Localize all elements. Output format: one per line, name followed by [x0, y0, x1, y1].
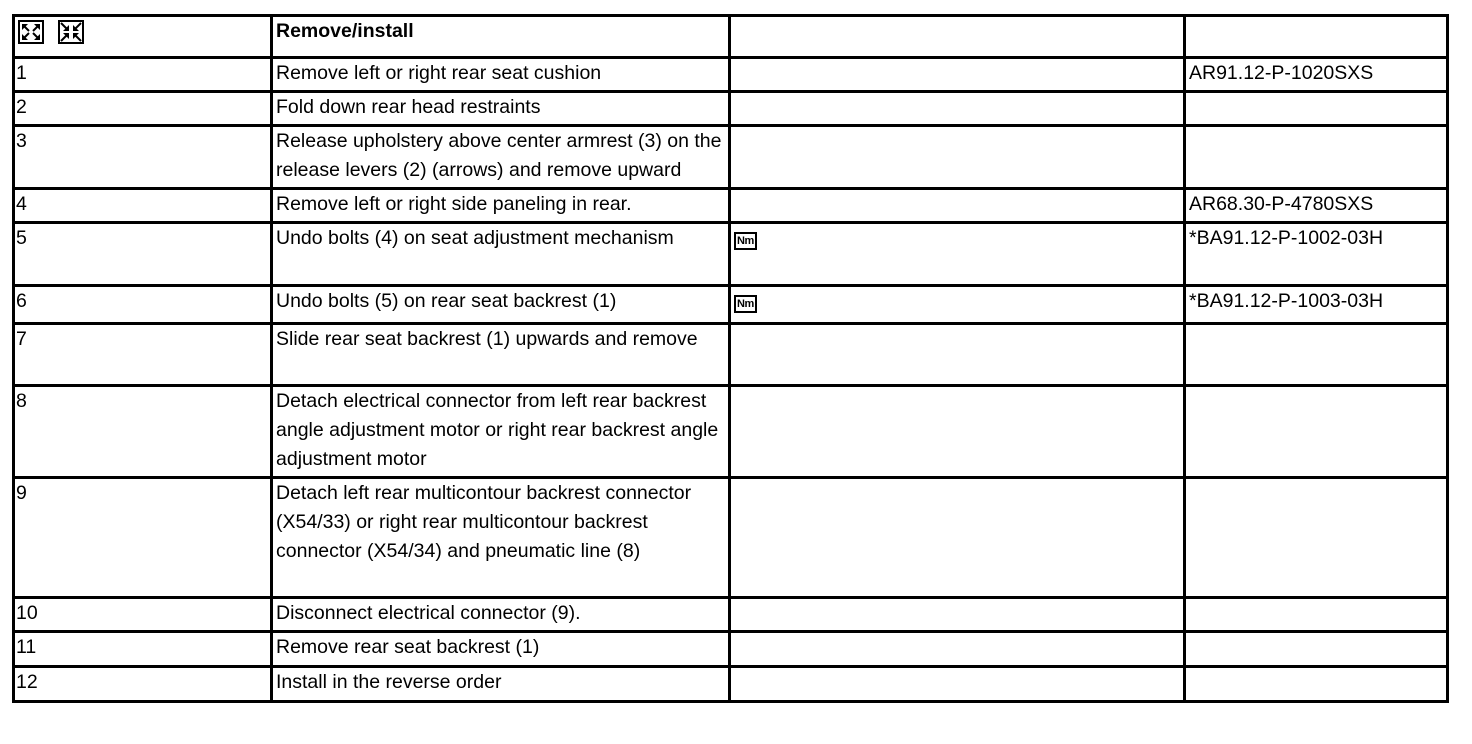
- step-number: 10: [14, 598, 272, 632]
- table-row: [14, 324, 1448, 386]
- step-torque-cell: [730, 223, 1185, 286]
- header-empty-cell: [1185, 16, 1448, 58]
- step-instruction: Remove left or right rear seat cushion: [272, 58, 730, 92]
- table-row: [14, 632, 1448, 667]
- step-reference-link[interactable]: AR91.12-P-1020SXS: [1185, 58, 1448, 92]
- step-reference-link: [1185, 478, 1448, 598]
- step-reference-link: [1185, 324, 1448, 386]
- step-instruction: Disconnect electrical connector (9).: [272, 598, 730, 632]
- table-row: [14, 667, 1448, 702]
- step-torque-cell: [730, 324, 1185, 386]
- step-instruction: Undo bolts (4) on seat adjustment mechanism: [272, 223, 730, 286]
- step-instruction: Remove left or right side paneling in rear.: [272, 189, 730, 223]
- procedure-table: [12, 14, 1449, 703]
- table-row: [14, 92, 1448, 126]
- step-reference-link[interactable]: AR68.30-P-4780SXS: [1185, 189, 1448, 223]
- header-icons-cell: [14, 16, 272, 58]
- step-reference-link: [1185, 92, 1448, 126]
- step-torque-cell: [730, 92, 1185, 126]
- step-number: 12: [14, 667, 272, 702]
- step-torque-cell: [730, 386, 1185, 478]
- header-title: Remove/install: [272, 16, 730, 58]
- step-number: 9: [14, 478, 272, 598]
- step-torque-cell: [730, 667, 1185, 702]
- step-instruction: Install in the reverse order: [272, 667, 730, 702]
- step-instruction: Fold down rear head restraints: [272, 92, 730, 126]
- header-empty-cell: [730, 16, 1185, 58]
- step-torque-cell: [730, 286, 1185, 324]
- expand-all-icon[interactable]: [18, 20, 44, 44]
- step-number: 11: [14, 632, 272, 667]
- step-reference-link[interactable]: *BA91.12-P-1002-03H: [1185, 223, 1448, 286]
- table-row: [14, 223, 1448, 286]
- step-torque-cell: [730, 126, 1185, 189]
- step-reference-link[interactable]: *BA91.12-P-1003-03H: [1185, 286, 1448, 324]
- step-instruction: Release upholstery above center armrest (3) on the release levers (2) (arrows) and remove upward: [272, 126, 730, 189]
- table-row: [14, 598, 1448, 632]
- header-row: [14, 16, 1448, 58]
- step-number: 6: [14, 286, 272, 324]
- step-torque-cell: [730, 189, 1185, 223]
- step-reference-link: [1185, 667, 1448, 702]
- table-row: [14, 478, 1448, 598]
- step-instruction: Slide rear seat backrest (1) upwards and remove: [272, 324, 730, 386]
- torque-nm-icon[interactable]: Nm: [734, 295, 757, 313]
- step-number: 2: [14, 92, 272, 126]
- table-row: [14, 58, 1448, 92]
- step-reference-link: [1185, 386, 1448, 478]
- step-number: 4: [14, 189, 272, 223]
- step-number: 5: [14, 223, 272, 286]
- step-reference-link: [1185, 126, 1448, 189]
- step-instruction: Remove rear seat backrest (1): [272, 632, 730, 667]
- step-reference-link: [1185, 598, 1448, 632]
- collapse-all-icon[interactable]: [58, 20, 84, 44]
- step-torque-cell: [730, 598, 1185, 632]
- step-torque-cell: [730, 58, 1185, 92]
- torque-nm-icon[interactable]: Nm: [734, 232, 757, 250]
- step-instruction: Undo bolts (5) on rear seat backrest (1): [272, 286, 730, 324]
- step-instruction: Detach electrical connector from left rear backrest angle adjustment motor or right rear backrest angle adjustment motor: [272, 386, 730, 478]
- step-instruction: Detach left rear multicontour backrest connector (X54/33) or right rear multicontour backrest connector (X54/34) and pneumatic line (8): [272, 478, 730, 598]
- step-number: 8: [14, 386, 272, 478]
- step-torque-cell: [730, 478, 1185, 598]
- step-torque-cell: [730, 632, 1185, 667]
- step-number: 3: [14, 126, 272, 189]
- table-row: [14, 126, 1448, 189]
- table-row: [14, 386, 1448, 478]
- table-row: [14, 189, 1448, 223]
- step-number: 7: [14, 324, 272, 386]
- step-number: 1: [14, 58, 272, 92]
- table-row: [14, 286, 1448, 324]
- step-reference-link: [1185, 632, 1448, 667]
